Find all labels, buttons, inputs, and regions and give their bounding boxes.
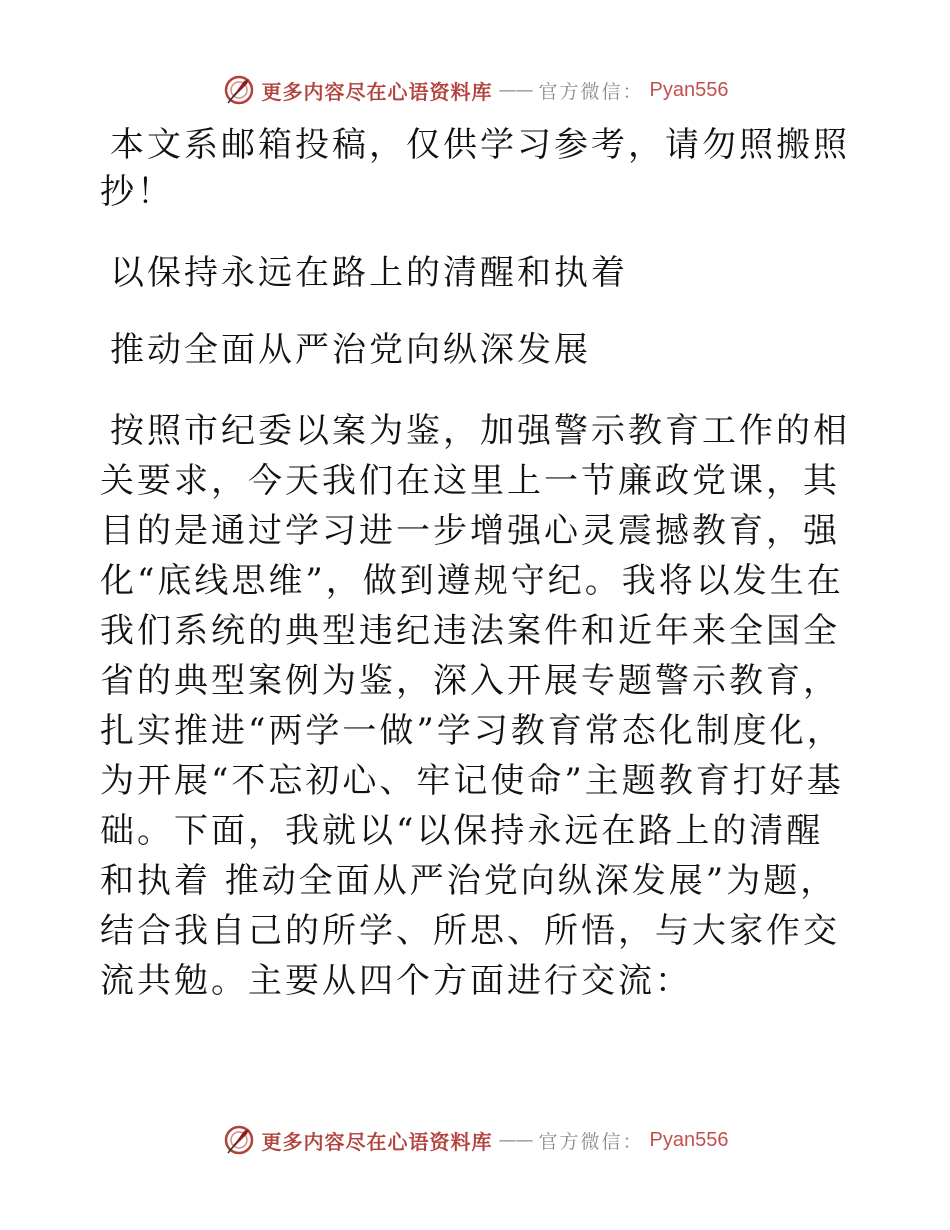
header-banner <box>0 70 950 110</box>
document-body <box>100 122 860 1006</box>
quill-pen-logo-icon <box>222 73 256 107</box>
banner-wechat-label: 官方微信： <box>538 80 644 103</box>
banner-site-name: 更多内容尽在心语资料库 <box>261 1129 493 1154</box>
banner-wechat-id: Pyan556 <box>649 78 729 101</box>
title-line-2: 推动全面从严治党向纵深发展 <box>110 330 591 370</box>
banner-dash: —— <box>498 79 533 101</box>
banner-content <box>222 73 729 107</box>
banner-content <box>222 1123 729 1157</box>
banner-wechat-id: Pyan556 <box>649 1128 729 1151</box>
title-line-1: 以保持永远在路上的清醒和执着 <box>110 253 628 293</box>
notice-paragraph: 本文系邮箱投稿，仅供学习参考，请勿照搬照抄！ <box>100 125 850 212</box>
body-paragraph: 按照市纪委以案为鉴，加强警示教育工作的相关要求，今天我们在这里上一节廉政党课，其目的是通过学习进一步增强心灵震撼教育，强化“底线思维”，做到遵规守纪。我将以发生在我们系统的典型违纪违法案件和近年来全国全省的典型案例为鉴，深入开展专题警示教育，扎实推进“两学一做”学习教育常态化制度化，为开展“不忘初心、牢记使命”主题教育打好基础。下面，我就以“以保持永远在路上的清醒和执着 推动全面从严治党向纵深发展”为题，结合我自己的所学、所思、所悟，与大家作交流共勉。主要从四个方面进行交流： <box>100 411 850 1001</box>
banner-wechat-label: 官方微信： <box>538 1130 644 1153</box>
banner-site-name: 更多内容尽在心语资料库 <box>261 79 493 104</box>
footer-banner <box>0 1120 950 1160</box>
quill-pen-logo-icon <box>222 1123 256 1157</box>
banner-dash: —— <box>498 1129 533 1151</box>
